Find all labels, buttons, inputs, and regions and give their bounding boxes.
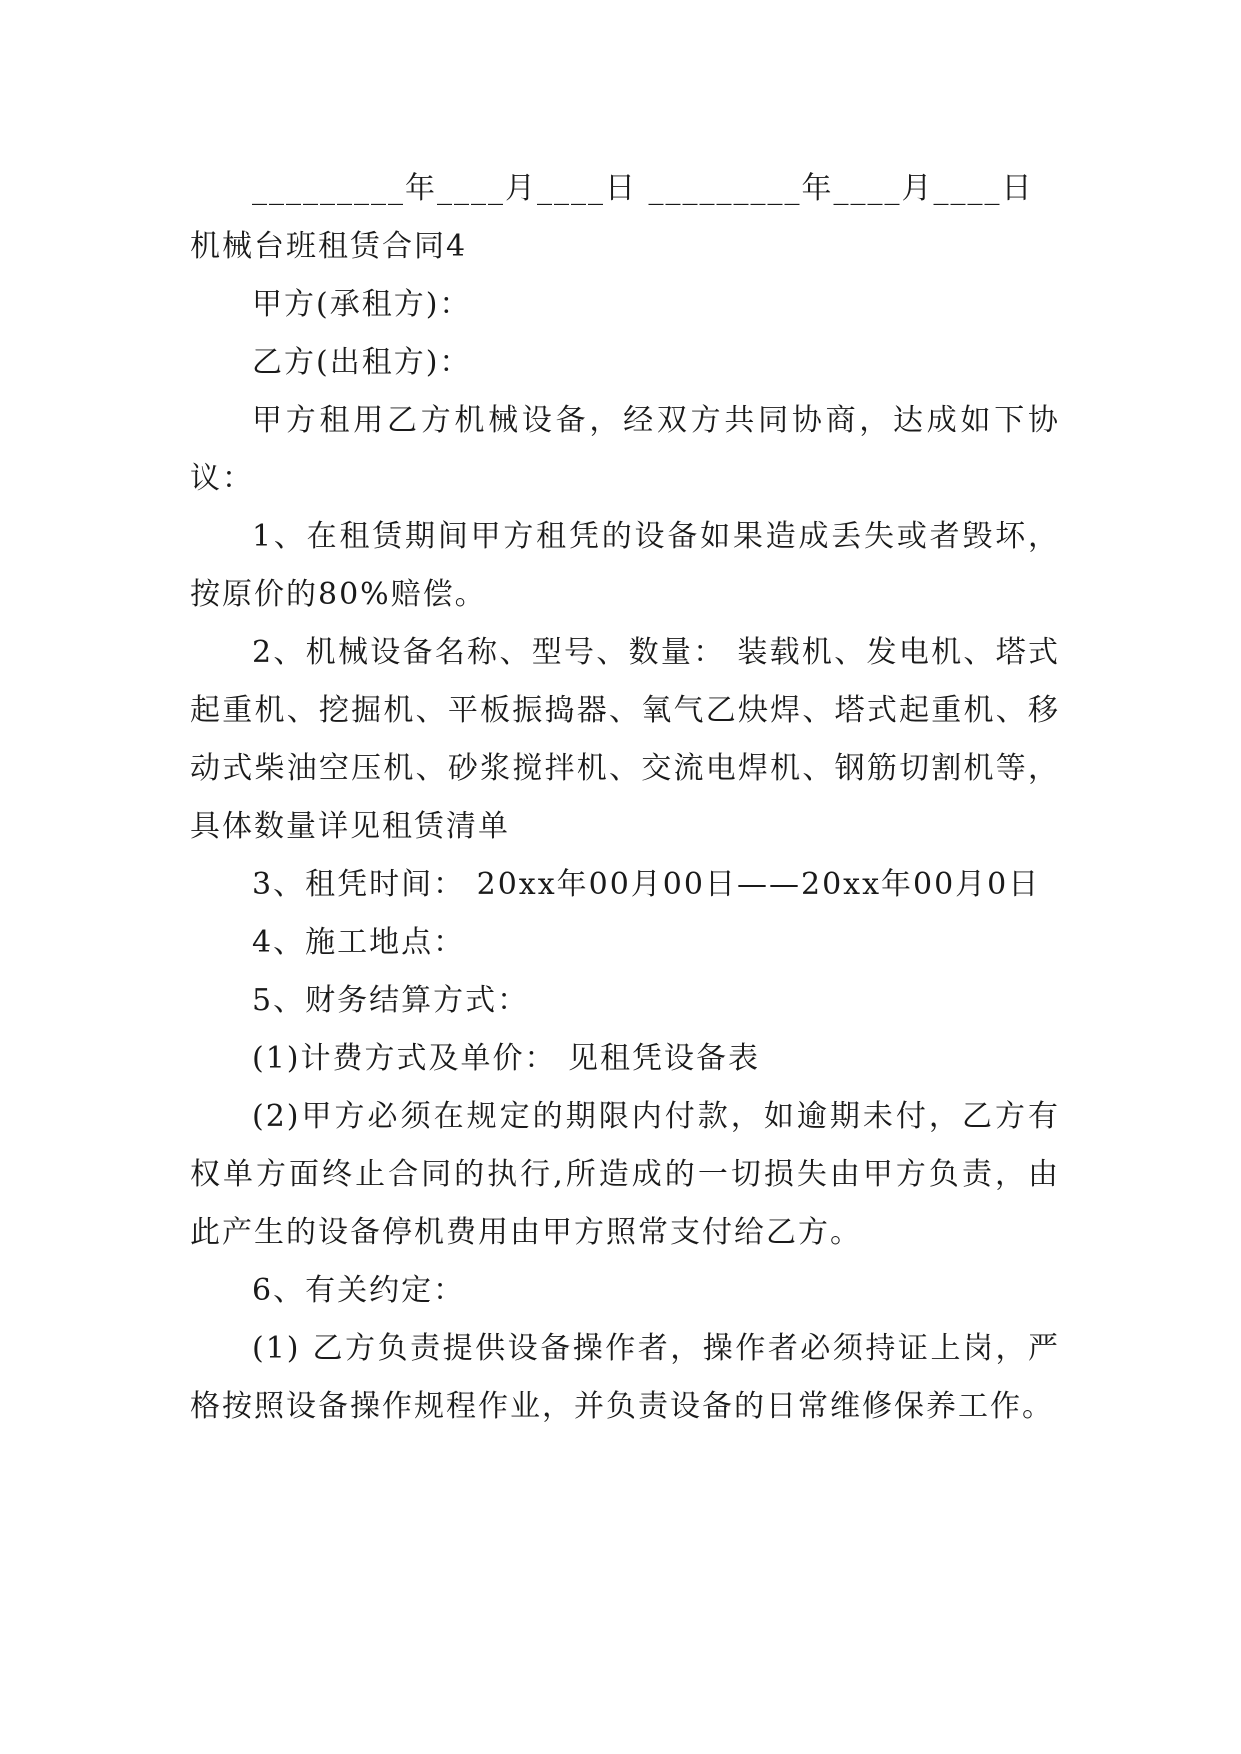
clause-1: 1、在租赁期间甲方租凭的设备如果造成丢失或者毁坏，按原价的80%赔偿。 [190, 519, 1060, 612]
document-title: 机械台班租赁合同4 [190, 229, 468, 264]
clause-3: 3、租凭时间： 20xx年00月00日——20xx年00月0日 [252, 867, 1041, 902]
clause-4: 4、施工地点： [252, 925, 466, 960]
clause-2: 2、机械设备名称、型号、数量： 装载机、发电机、塔式起重机、挖掘机、平板振捣器、氧气乙炔焊、塔式起重机、移动式柴油空压机、砂浆搅拌机、交流电焊机、钢筋切割机等，具体数量详见租赁清单 [190, 635, 1060, 844]
clause-5: 5、财务结算方式： [252, 983, 530, 1018]
clause-5-1: (1)计费方式及单价： 见租凭设备表 [252, 1041, 761, 1076]
clause-6: 6、有关约定： [252, 1273, 466, 1308]
clause-6-1: (1) 乙方负责提供设备操作者，操作者必须持证上岗，严格按照设备操作规程作业，并负责设备的日常维修保养工作。 [190, 1331, 1060, 1424]
clause-5-2: (2)甲方必须在规定的期限内付款，如逾期未付，乙方有权单方面终止合同的执行,所造成的一切损失由甲方负责，由此产生的设备停机费用由甲方照常支付给乙方。 [190, 1099, 1060, 1250]
party-a-line: 甲方(承租方)： [252, 287, 472, 322]
party-b-line: 乙方(出租方)： [252, 345, 472, 380]
intro-paragraph: 甲方租用乙方机械设备，经双方共同协商，达成如下协议： [190, 403, 1060, 496]
document-page [190, 160, 1060, 1436]
signature-date-line: _________年____月____日 _________年____月____日 [252, 171, 1034, 206]
